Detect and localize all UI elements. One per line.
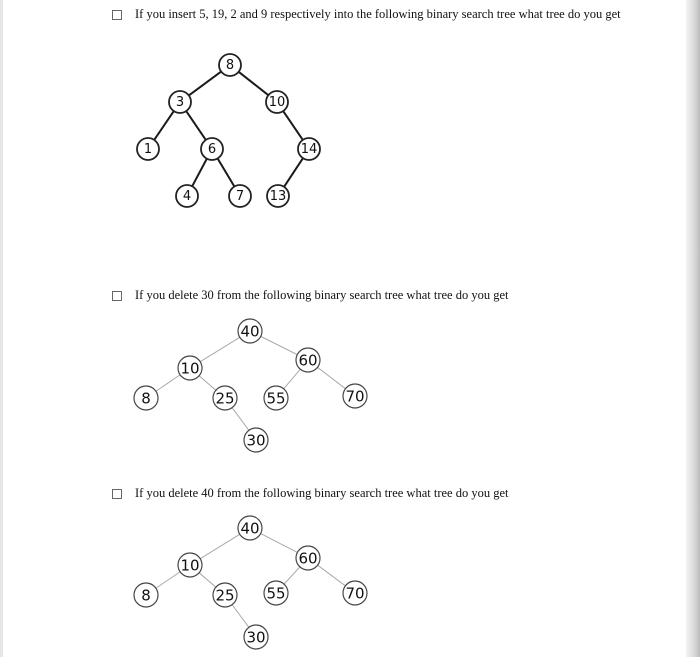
tree-edge-n40-n60 — [261, 336, 298, 354]
tree-edge-n3-n6 — [186, 111, 206, 140]
tree-node-label: 60 — [298, 549, 318, 568]
tree-node-70 — [343, 384, 367, 408]
question-1 — [112, 7, 622, 22]
tree-node-label: 10 — [268, 95, 286, 110]
tree-node-10 — [266, 91, 288, 113]
tree-node-8 — [134, 583, 158, 607]
tree-edge-n10-n8 — [156, 572, 180, 588]
tree-edge-n60-n70 — [318, 565, 346, 586]
tree-edge-n40-n10 — [200, 534, 240, 558]
tree-node-label: 25 — [215, 586, 235, 605]
tree-node-25 — [213, 386, 237, 410]
tree-node-4 — [176, 185, 198, 207]
tree-node-label: 13 — [269, 189, 287, 204]
question-2-tree-diagram — [0, 310, 700, 460]
tree-node-label: 8 — [141, 586, 151, 605]
tree-node-60 — [296, 546, 320, 570]
tree-node-70 — [343, 581, 367, 605]
tree-edge-n40-n60 — [261, 534, 298, 553]
question-1-text: If you insert 5, 19, 2 and 9 respectively into the following binary search tree what tree do you get — [135, 7, 621, 21]
question-2 — [112, 288, 592, 303]
tree-edge-n25-n30 — [232, 408, 249, 431]
tree-node-label: 8 — [225, 58, 235, 73]
tree-node-label: 10 — [180, 359, 200, 378]
tree-node-10 — [178, 553, 202, 577]
question-2-text: If you delete 30 from the following binary search tree what tree do you get — [135, 288, 509, 302]
tree-edge-n10-n25 — [199, 573, 216, 587]
tree-edge-n14-n13 — [284, 158, 303, 187]
tree-node-label: 25 — [215, 389, 235, 408]
question-2-checkbox[interactable] — [112, 291, 122, 301]
tree-edge-n25-n30 — [232, 605, 249, 628]
tree-node-label: 8 — [141, 389, 151, 408]
tree-node-label: 70 — [345, 584, 365, 603]
tree-node-55 — [264, 581, 288, 605]
tree-node-label: 60 — [298, 351, 318, 370]
question-3-checkbox[interactable] — [112, 489, 122, 499]
tree-node-label: 30 — [246, 431, 266, 450]
tree-node-7 — [229, 185, 251, 207]
tree-edge-n8-n10 — [239, 72, 269, 95]
tree-node-40 — [238, 319, 262, 343]
question-3-text: If you delete 40 from the following binary search tree what tree do you get — [135, 486, 509, 500]
tree-node-3 — [169, 91, 191, 113]
tree-node-30 — [244, 428, 268, 452]
tree-edge-n6-n4 — [192, 159, 207, 187]
tree-node-label: 10 — [180, 556, 200, 575]
tree-node-6 — [201, 138, 223, 160]
question-1-tree-diagram — [0, 48, 700, 218]
tree-node-label: 4 — [182, 189, 192, 204]
tree-node-13 — [267, 185, 289, 207]
tree-edge-n60-n70 — [318, 367, 346, 388]
tree-edge-n10-n25 — [199, 376, 216, 390]
tree-node-40 — [238, 516, 262, 540]
tree-node-label: 55 — [266, 389, 286, 408]
tree-node-label: 70 — [345, 387, 365, 406]
tree-edge-n10-n8 — [156, 375, 180, 391]
tree-node-label: 6 — [207, 142, 217, 157]
question-3 — [112, 486, 592, 501]
tree-node-label: 7 — [235, 189, 245, 204]
tree-node-label: 55 — [266, 584, 286, 603]
tree-node-label: 40 — [240, 519, 260, 538]
tree-node-10 — [178, 356, 202, 380]
tree-node-label: 14 — [300, 142, 318, 157]
tree-edge-n60-n55 — [284, 369, 301, 389]
tree-edge-n10-n14 — [283, 111, 303, 140]
question-1-checkbox[interactable] — [112, 10, 122, 20]
tree-node-8 — [219, 54, 241, 76]
tree-node-25 — [213, 583, 237, 607]
tree-node-60 — [296, 348, 320, 372]
tree-node-label: 1 — [143, 142, 153, 157]
tree-edge-n60-n55 — [284, 567, 300, 584]
tree-node-1 — [137, 138, 159, 160]
question-3-tree-diagram — [0, 508, 700, 657]
tree-node-label: 3 — [175, 95, 185, 110]
tree-node-55 — [264, 386, 288, 410]
tree-node-30 — [244, 625, 268, 649]
tree-edge-n8-n3 — [189, 72, 221, 96]
tree-edge-n6-n7 — [218, 158, 235, 186]
tree-node-label: 30 — [246, 628, 266, 647]
tree-node-label: 40 — [240, 322, 260, 341]
tree-node-8 — [134, 386, 158, 410]
tree-edge-n3-n1 — [154, 111, 174, 140]
tree-edge-n40-n10 — [200, 337, 240, 361]
tree-node-14 — [298, 138, 320, 160]
